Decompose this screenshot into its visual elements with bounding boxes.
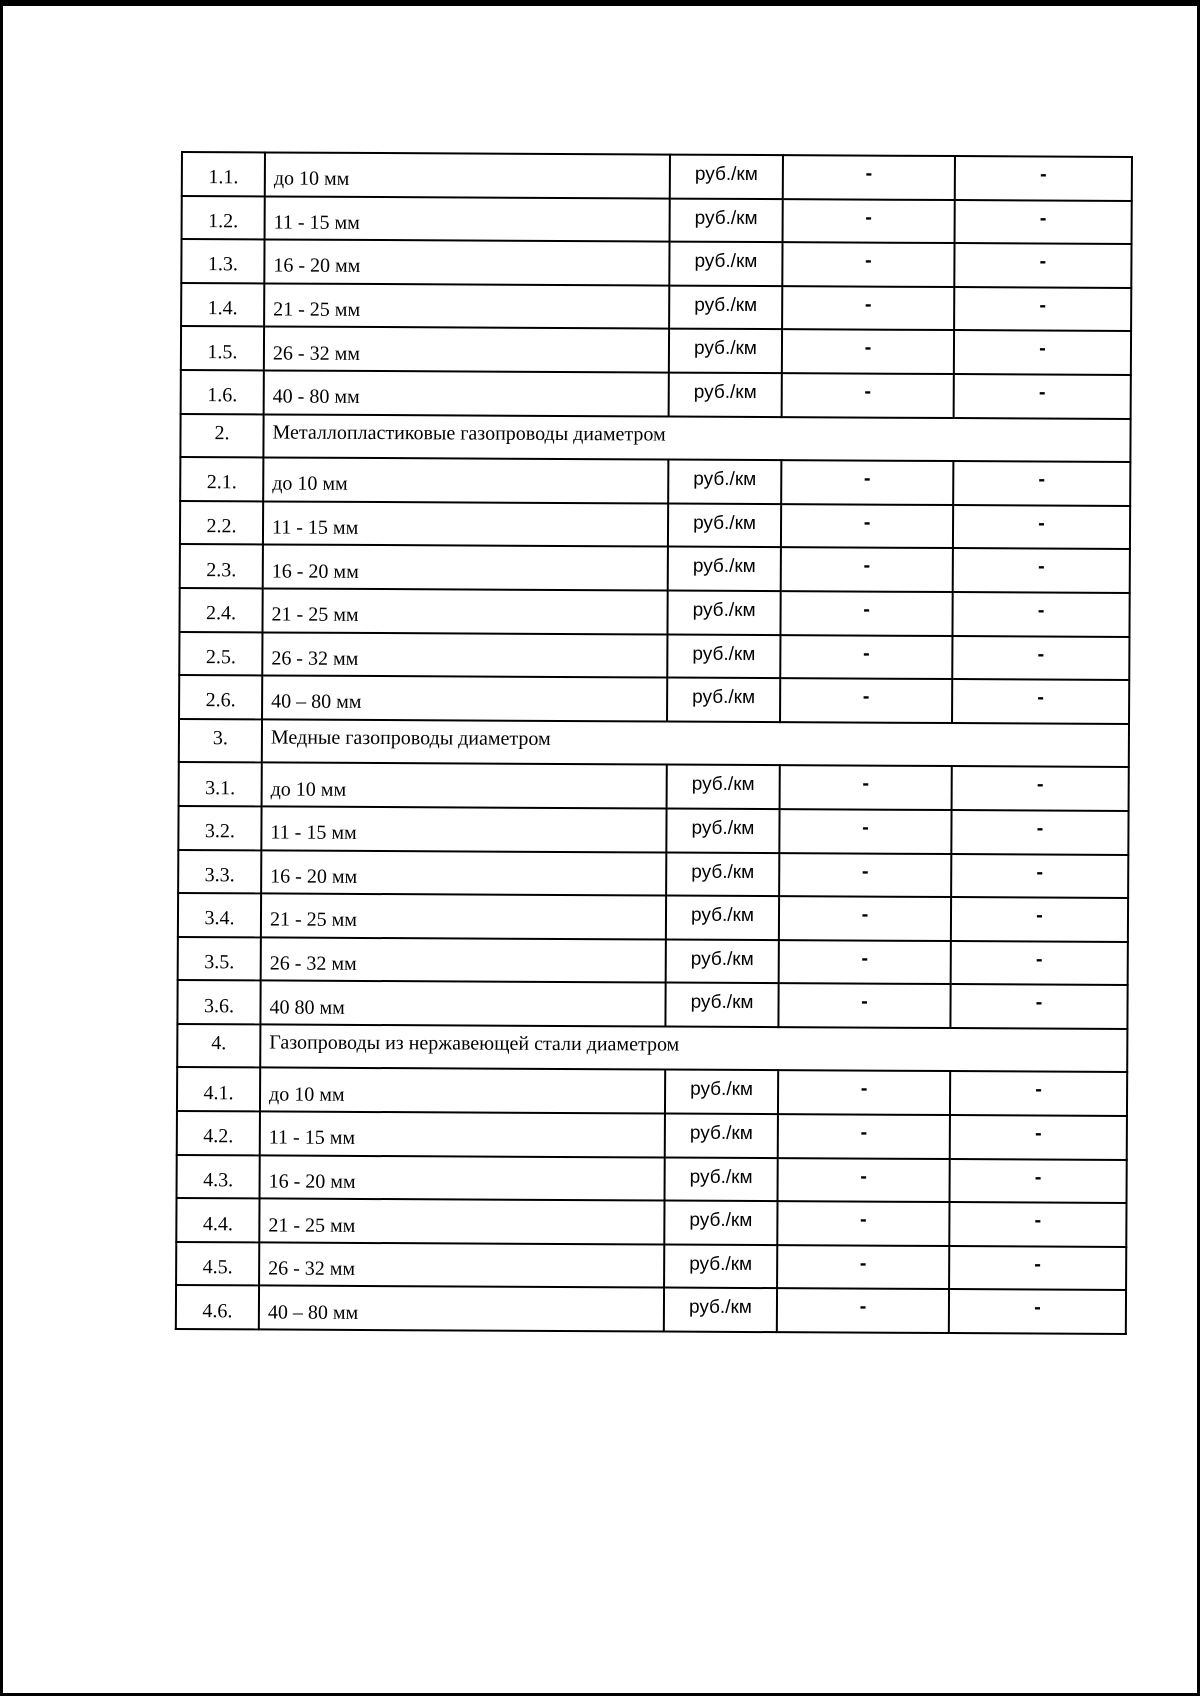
row-value-2: -: [950, 984, 1127, 1029]
row-value-2: -: [950, 1072, 1127, 1117]
row-diameter: 11 - 15 мм: [265, 196, 670, 242]
table-row: [181, 283, 1131, 332]
table-row: [181, 326, 1131, 375]
row-value-1: -: [778, 983, 950, 1027]
row-value-1: -: [779, 853, 951, 897]
table-row: [179, 588, 1129, 637]
row-value-1: -: [777, 1245, 949, 1289]
row-unit: руб./км: [669, 329, 782, 373]
tariff-table-body: [176, 152, 1132, 1334]
row-diameter: до 10 мм: [265, 152, 670, 198]
table-row: [177, 1067, 1127, 1116]
table-row: [180, 501, 1130, 550]
table-row: [176, 1198, 1126, 1247]
row-value-2: -: [949, 1289, 1126, 1334]
row-number: 2.6.: [179, 675, 262, 719]
row-number: 1.6.: [181, 370, 264, 414]
row-number: 2.5.: [179, 632, 262, 676]
table-row: [178, 849, 1128, 898]
row-value-1: -: [777, 1201, 949, 1245]
row-diameter: 16 - 20 мм: [264, 240, 669, 286]
row-diameter: 16 - 20 мм: [263, 545, 668, 591]
row-number: 3.5.: [178, 937, 261, 981]
table-row: [182, 196, 1132, 245]
row-diameter: 40 80 мм: [260, 981, 665, 1027]
row-unit: руб./км: [666, 852, 779, 896]
section-row: [180, 414, 1130, 463]
row-value-2: -: [951, 941, 1128, 986]
table-row: [178, 937, 1128, 986]
row-diameter: 26 - 32 мм: [259, 1242, 664, 1288]
row-value-2: -: [952, 679, 1129, 724]
row-value-1: -: [780, 635, 952, 679]
row-unit: руб./км: [666, 808, 779, 852]
row-diameter: 11 - 15 мм: [261, 806, 666, 852]
section-title: Металлопластиковые газопроводы диаметром: [263, 414, 1130, 462]
document-page: [3, 6, 1197, 1693]
row-value-1: -: [781, 547, 953, 591]
table-row: [177, 980, 1127, 1029]
table-row: [179, 675, 1129, 724]
row-value-2: -: [955, 156, 1132, 201]
section-row: [179, 719, 1129, 768]
row-value-2: -: [954, 330, 1131, 375]
row-value-2: -: [952, 766, 1129, 811]
row-diameter: до 10 мм: [263, 458, 668, 504]
row-diameter: 16 - 20 мм: [261, 850, 666, 896]
row-diameter: до 10 мм: [262, 763, 667, 809]
row-unit: руб./км: [667, 590, 780, 634]
row-number: 3.1.: [179, 762, 262, 806]
row-unit: руб./км: [668, 460, 781, 504]
row-value-2: -: [949, 1246, 1126, 1291]
row-diameter: 40 – 80 мм: [262, 676, 667, 722]
row-value-1: -: [781, 504, 953, 548]
row-value-1: -: [782, 242, 954, 286]
row-number: 2.4.: [179, 588, 262, 632]
row-number: 3.2.: [178, 806, 261, 850]
row-diameter: до 10 мм: [260, 1068, 665, 1114]
row-value-2: -: [951, 810, 1128, 855]
row-value-1: -: [780, 765, 952, 809]
row-value-1: -: [779, 809, 951, 853]
row-number: 4.1.: [177, 1067, 260, 1111]
row-value-2: -: [955, 200, 1132, 245]
row-value-1: -: [783, 199, 955, 243]
row-unit: руб./км: [666, 939, 779, 983]
table-row: [179, 762, 1129, 811]
table-row: [178, 893, 1128, 942]
table-row: [179, 632, 1129, 681]
row-value-2: -: [953, 548, 1130, 593]
row-value-2: -: [949, 1202, 1126, 1247]
row-unit: руб./км: [670, 198, 783, 242]
row-diameter: 21 - 25 мм: [261, 894, 666, 940]
row-value-2: -: [953, 461, 1130, 506]
row-unit: руб./км: [669, 285, 782, 329]
row-value-1: -: [780, 678, 952, 722]
row-number: 1.3.: [181, 239, 264, 283]
row-value-2: -: [952, 592, 1129, 637]
section-number: 2.: [180, 414, 263, 458]
row-number: 4.3.: [177, 1155, 260, 1199]
row-diameter: 26 - 32 мм: [264, 327, 669, 373]
table-row: [176, 1242, 1126, 1291]
row-number: 1.5.: [181, 326, 264, 370]
row-value-2: -: [954, 374, 1131, 419]
row-value-1: -: [778, 1158, 950, 1202]
section-number: 3.: [179, 719, 262, 763]
section-title: Медные газопроводы диаметром: [262, 719, 1129, 767]
row-unit: руб./км: [668, 503, 781, 547]
row-value-2: -: [951, 897, 1128, 942]
row-diameter: 11 - 15 мм: [260, 1111, 665, 1157]
row-number: 2.3.: [180, 544, 263, 588]
row-unit: руб./км: [665, 1157, 778, 1201]
row-value-1: -: [780, 591, 952, 635]
row-value-1: -: [781, 460, 953, 504]
table-row: [182, 152, 1132, 201]
row-value-1: -: [779, 896, 951, 940]
table-row: [180, 457, 1130, 506]
row-number: 2.1.: [180, 457, 263, 501]
row-unit: руб./км: [670, 155, 783, 199]
table-row: [180, 544, 1130, 593]
row-number: 3.6.: [177, 980, 260, 1024]
row-diameter: 21 - 25 мм: [264, 283, 669, 329]
tariff-table: [175, 151, 1133, 1335]
row-diameter: 21 - 25 мм: [262, 588, 667, 634]
row-number: 4.5.: [176, 1242, 259, 1286]
row-unit: руб./км: [667, 634, 780, 678]
table-row: [181, 370, 1131, 419]
row-number: 3.4.: [178, 893, 261, 937]
table-row: [177, 1155, 1127, 1204]
section-number: 4.: [177, 1024, 260, 1068]
row-unit: руб./км: [665, 1070, 778, 1114]
row-unit: руб./км: [667, 678, 780, 722]
row-value-1: -: [778, 1114, 950, 1158]
row-value-1: -: [779, 940, 951, 984]
row-diameter: 16 - 20 мм: [260, 1155, 665, 1201]
row-diameter: 21 - 25 мм: [259, 1199, 664, 1245]
table-row: [176, 1285, 1126, 1334]
row-number: 4.6.: [176, 1285, 259, 1329]
row-value-2: -: [954, 243, 1131, 288]
row-unit: руб./км: [664, 1288, 777, 1332]
row-number: 2.2.: [180, 501, 263, 545]
row-number: 1.2.: [182, 196, 265, 240]
row-unit: руб./км: [664, 1244, 777, 1288]
row-unit: руб./км: [665, 983, 778, 1027]
row-unit: руб./км: [668, 547, 781, 591]
row-value-1: -: [783, 155, 955, 199]
row-unit: руб./км: [664, 1201, 777, 1245]
table-row: [181, 239, 1131, 288]
row-number: 3.3.: [178, 849, 261, 893]
row-value-2: -: [950, 1115, 1127, 1160]
row-number: 1.1.: [182, 152, 265, 196]
row-unit: руб./км: [665, 1114, 778, 1158]
row-diameter: 40 - 80 мм: [264, 370, 669, 416]
table-row: [178, 806, 1128, 855]
row-number: 4.2.: [177, 1111, 260, 1155]
row-unit: руб./км: [669, 242, 782, 286]
section-title: Газопроводы из нержавеющей стали диаметром: [260, 1024, 1127, 1072]
row-unit: руб./км: [666, 896, 779, 940]
row-number: 1.4.: [181, 283, 264, 327]
row-value-2: -: [953, 505, 1130, 550]
row-value-1: -: [782, 330, 954, 374]
row-unit: руб./км: [669, 373, 782, 417]
row-value-1: -: [782, 286, 954, 330]
row-value-2: -: [950, 1159, 1127, 1204]
row-diameter: 40 – 80 мм: [259, 1286, 664, 1332]
table-row: [177, 1111, 1127, 1160]
row-value-2: -: [951, 854, 1128, 899]
row-value-2: -: [952, 636, 1129, 681]
row-value-1: -: [777, 1289, 949, 1333]
row-value-1: -: [782, 373, 954, 417]
row-diameter: 11 - 15 мм: [263, 501, 668, 547]
section-row: [177, 1024, 1127, 1073]
row-diameter: 26 - 32 мм: [261, 937, 666, 983]
row-diameter: 26 - 32 мм: [262, 632, 667, 678]
row-value-2: -: [954, 287, 1131, 332]
row-unit: руб./км: [667, 765, 780, 809]
row-number: 4.4.: [176, 1198, 259, 1242]
row-value-1: -: [778, 1071, 950, 1115]
